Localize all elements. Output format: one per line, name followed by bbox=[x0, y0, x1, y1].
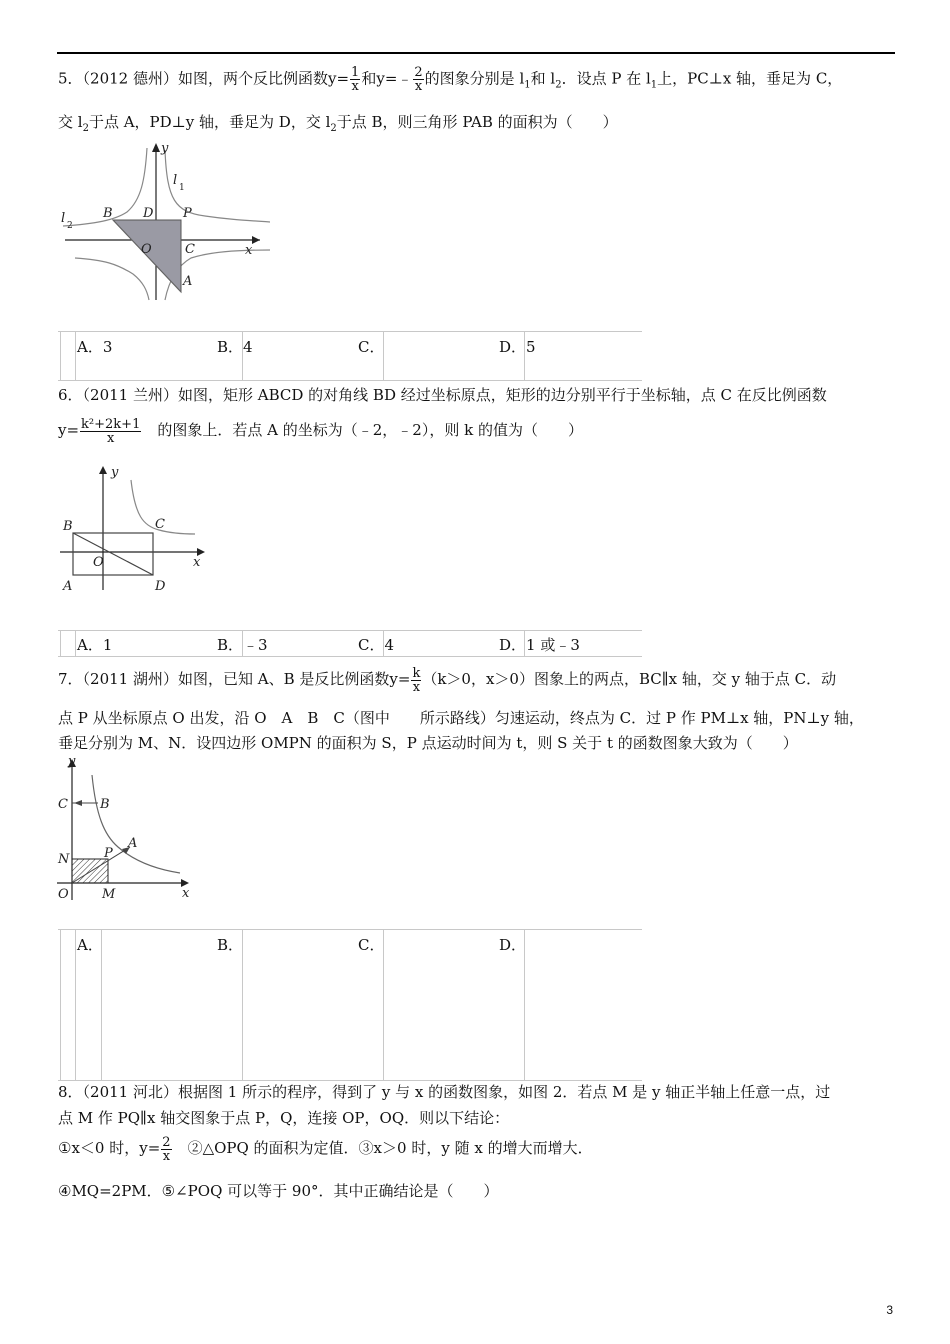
q6-fraction: $\frac{\text{k²+2k+1}}{x}$ bbox=[81, 416, 141, 446]
q8-line-4: ④MQ=2PM．⑤∠POQ 可以等于 90°．其中正确结论是（ ） bbox=[58, 1182, 499, 1200]
label-O: O bbox=[58, 887, 69, 902]
y-axis-label: y bbox=[161, 141, 169, 156]
svg-text:2: 2 bbox=[67, 221, 73, 231]
q5-line-1: 5．（2012 德州）如图，两个反比例函数y= $\frac{1}{x}$ 和y=﹣ $\frac{2}{x}$ 的图象分别是 $l_1$和 $l_2$．设点 P 在 $l_1$上，PC⊥x 轴，垂足为 C， bbox=[58, 65, 843, 94]
q6-option-d: D．1 或﹣3 bbox=[499, 636, 580, 654]
q5-option-b: B．4 bbox=[217, 338, 253, 356]
q5-option-c: C． bbox=[358, 338, 385, 356]
q6-option-b: B．﹣3 bbox=[217, 636, 268, 654]
q7-line-3: 垂足分别为 M、N．设四边形 OMPN 的面积为 S，P 点运动时间为 t，则 S 关于 t 的函数图象大致为（ ） bbox=[58, 734, 798, 752]
label-B: B bbox=[103, 206, 113, 221]
q6-options bbox=[58, 630, 642, 657]
q5-figure bbox=[55, 140, 280, 305]
header-rule bbox=[57, 52, 895, 54]
q7-option-b: B． bbox=[217, 936, 244, 954]
q8-fraction: $\frac{2}{x}$ bbox=[162, 1134, 171, 1164]
label-N: N bbox=[58, 852, 70, 867]
page-number: 3 bbox=[886, 1303, 893, 1317]
q8-line-1: 8．（2011 河北）根据图 1 所示的程序，得到了 y 与 x 的函数图象，如图 2．若点 M 是 y 轴正半轴上任意一点，过 bbox=[58, 1083, 831, 1101]
y-axis-label: y bbox=[111, 465, 119, 480]
y-axis-label: y bbox=[68, 755, 76, 769]
x-axis-label: x bbox=[245, 243, 253, 258]
q6-option-a: A．1 bbox=[77, 636, 113, 654]
svg-text:1: 1 bbox=[179, 183, 185, 193]
q5-option-d: D．5 bbox=[499, 338, 536, 356]
q6-figure bbox=[55, 460, 215, 595]
label-O: O bbox=[93, 555, 104, 570]
label-A: A bbox=[183, 274, 193, 289]
label-D: D bbox=[155, 579, 166, 594]
label-P: P bbox=[104, 846, 113, 861]
q6-option-c: C．4 bbox=[358, 636, 395, 654]
q5-line-2: 交 $l_2$于点 A，PD⊥y 轴，垂足为 D，交 $l_2$于点 B，则三角形 PAB 的面积为（ ） bbox=[58, 113, 618, 134]
q8-line-2: 点 M 作 PQ∥x 轴交图象于点 P，Q，连接 OP，OQ．则以下结论： bbox=[58, 1109, 510, 1127]
label-O: O bbox=[141, 242, 152, 257]
label-C: C bbox=[58, 797, 68, 812]
label-M: M bbox=[102, 887, 116, 902]
q7-options bbox=[58, 929, 642, 1081]
label-C: C bbox=[155, 517, 165, 532]
q7-line-1: 7．（2011 湖州）如图，已知 A、B 是反比例函数y= $\frac{k}{x}$ （k＞0，x＞0）图象上的两点，BC∥x 轴，交 y 轴于点 C．动 bbox=[58, 665, 837, 695]
label-A: A bbox=[63, 579, 73, 594]
q7-option-a: A． bbox=[77, 936, 103, 954]
l2-label: l bbox=[61, 211, 66, 226]
q7-fraction: $\frac{k}{x}$ bbox=[412, 665, 421, 695]
label-D: D bbox=[143, 206, 154, 221]
l1-label: l bbox=[173, 173, 178, 188]
x-axis-label: x bbox=[182, 886, 190, 901]
q5-option-a: A．3 bbox=[77, 338, 113, 356]
q7-option-c: C． bbox=[358, 936, 385, 954]
q7-figure bbox=[52, 755, 202, 905]
q6-line-1: 6．（2011 兰州）如图，矩形 ABCD 的对角线 BD 经过坐标原点，矩形的边分别平行于坐标轴，点 C 在反比例函数 bbox=[58, 386, 827, 404]
label-A: A bbox=[128, 836, 138, 851]
label-P: P bbox=[183, 206, 192, 221]
q5-fraction-1: $\frac{1}{x}$ bbox=[351, 65, 360, 94]
q5-fraction-2: $\frac{2}{x}$ bbox=[414, 65, 423, 94]
q7-option-d: D． bbox=[499, 936, 527, 954]
label-B: B bbox=[63, 519, 73, 534]
q7-line-2: 点 P 从坐标原点 O 出发，沿 O A B C（图中 所示路线）匀速运动，终点为 C．过 P 作 PM⊥x 轴，PN⊥y 轴， bbox=[58, 709, 864, 727]
label-B: B bbox=[100, 797, 110, 812]
x-axis-label: x bbox=[193, 555, 201, 570]
label-C: C bbox=[185, 242, 195, 257]
q8-line-3: ①x＜0 时，y= $\frac{2}{x}$ ②△OPQ 的面积为定值．③x＞0 时，y 随 x 的增大而增大． bbox=[58, 1134, 593, 1164]
q6-line-2: y= $\frac{\text{k²+2k+1}}{x}$ 的图象上．若点 A 的坐标为（﹣2，﹣2），则 k 的值为（ ） bbox=[58, 416, 583, 446]
q5-options bbox=[58, 331, 642, 381]
